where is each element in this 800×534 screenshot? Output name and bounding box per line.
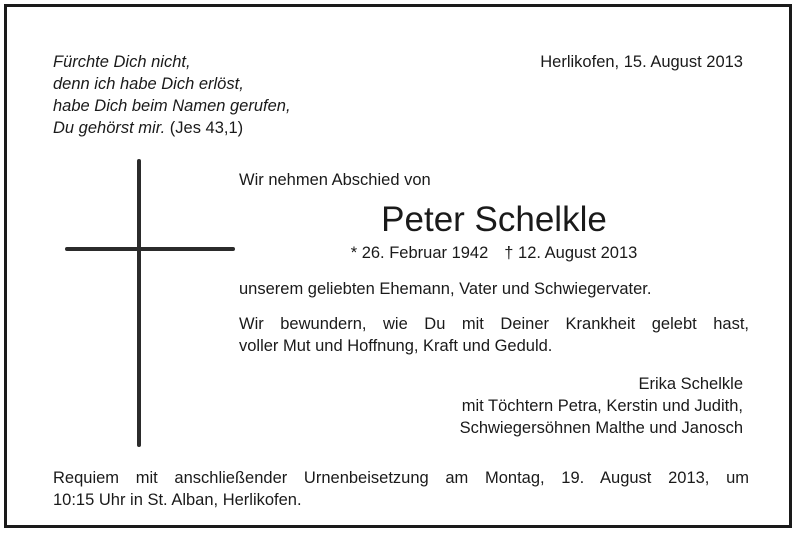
service-details <box>53 467 749 511</box>
farewell-intro: Wir nehmen Abschied von <box>239 171 431 189</box>
tribute-line-1: Wir bewundern, wie Du mit Deiner Krankheit gelebt hast, <box>239 315 749 333</box>
mourner-line: mit Töchtern Petra, Kerstin und Judith, <box>461 397 743 415</box>
mourner-line: Erika Schelkle <box>638 375 743 393</box>
verse-line-4-text: Du gehörst mir. <box>53 119 166 137</box>
service-line-2: 10:15 Uhr in St. Alban, Herlikofen. <box>53 491 302 509</box>
verse-line-1: Fürchte Dich nicht, <box>53 53 191 71</box>
verse-line-3: habe Dich beim Namen gerufen, <box>53 97 291 115</box>
bible-verse <box>53 51 291 139</box>
verse-reference: (Jes 43,1) <box>169 119 244 137</box>
latin-cross-icon <box>137 159 141 447</box>
obituary-notice <box>4 4 792 528</box>
mourner-line: Schwiegersöhnen Malthe und Janosch <box>459 419 743 437</box>
place-date: Herlikofen, 15. August 2013 <box>540 53 743 71</box>
verse-line-2: denn ich habe Dich erlöst, <box>53 75 244 93</box>
verse-line-4 <box>53 117 291 139</box>
mourners <box>460 373 743 439</box>
tribute-text <box>239 313 749 357</box>
family-relation: unserem geliebten Ehemann, Vater und Schwiegervater. <box>239 280 652 298</box>
deceased-name: Peter Schelkle <box>381 200 607 239</box>
life-dates <box>239 242 749 264</box>
birth-date: * 26. Februar 1942 <box>350 244 489 262</box>
service-line-1: Requiem mit anschließender Urnenbeisetzung am Montag, 19. August 2013, um <box>53 469 749 487</box>
tribute-line-2: voller Mut und Hoffnung, Kraft und Geduld. <box>239 337 553 355</box>
cross-bar <box>65 247 235 251</box>
death-date: † 12. August 2013 <box>504 244 638 262</box>
